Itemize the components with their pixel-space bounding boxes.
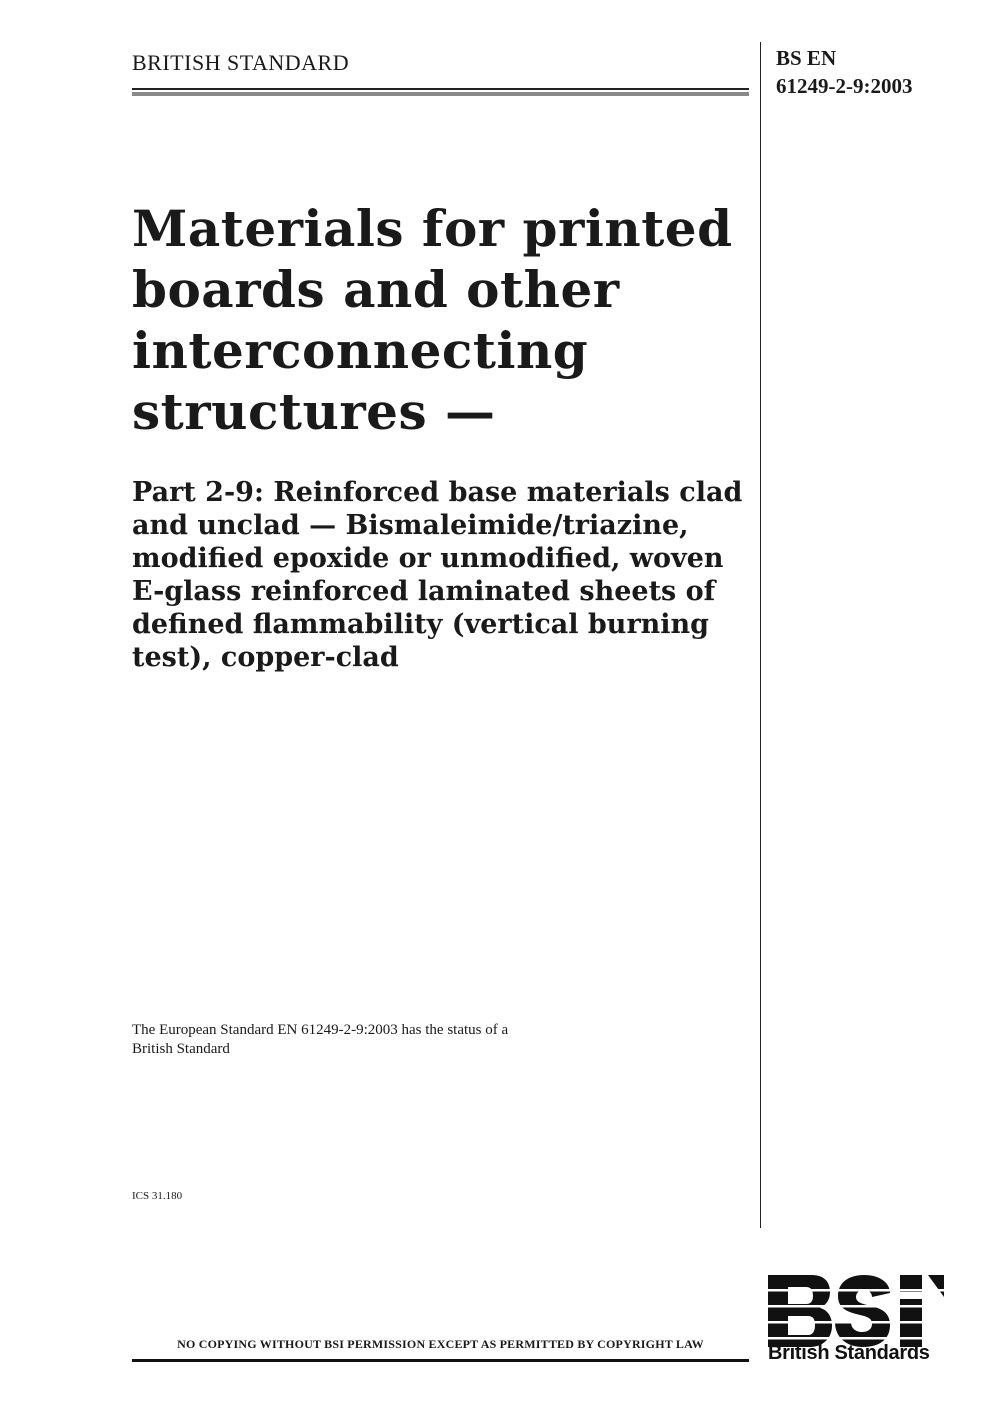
title-line: boards and other bbox=[132, 260, 620, 319]
title-line: structures — bbox=[132, 382, 496, 441]
ics-code: ICS 31.180 bbox=[132, 1190, 183, 1202]
header-rule-thin bbox=[132, 88, 749, 90]
title-line: Materials for printed bbox=[132, 199, 733, 258]
standard-type-label: BRITISH STANDARD bbox=[132, 50, 350, 75]
header-rule bbox=[132, 88, 749, 98]
part-title-line: test), copper-clad bbox=[132, 642, 399, 673]
document-number-code: 61249-2-9:2003 bbox=[776, 74, 913, 98]
part-title-line: Part 2-9: Reinforced base materials clad bbox=[132, 477, 743, 508]
footer-rule bbox=[132, 1359, 749, 1362]
document-title bbox=[132, 198, 732, 442]
bsi-logo-caption: British Standards bbox=[768, 1342, 930, 1364]
part-title-line: and unclad — Bismaleimide/triazine, bbox=[132, 510, 689, 541]
copyright-notice: NO COPYING WITHOUT BSI PERMISSION EXCEPT AS PERMITTED BY COPYRIGHT LAW bbox=[177, 1337, 704, 1351]
header-rule-thick bbox=[132, 92, 749, 96]
status-note-line: The European Standard EN 61249-2-9:2003 has the status of a bbox=[132, 1022, 509, 1038]
document-number-prefix: BS EN bbox=[776, 46, 837, 70]
part-title-line: defined flammability (vertical burning bbox=[132, 609, 710, 640]
document-number bbox=[776, 44, 912, 100]
part-title-line: E-glass reinforced laminated sheets of bbox=[132, 576, 716, 607]
status-note-line: British Standard bbox=[132, 1041, 230, 1057]
title-line: interconnecting bbox=[132, 321, 589, 380]
status-note bbox=[132, 1021, 652, 1059]
part-title-line: modified epoxide or unmodified, woven bbox=[132, 543, 724, 574]
part-title bbox=[132, 476, 747, 674]
vertical-divider bbox=[760, 42, 761, 1228]
